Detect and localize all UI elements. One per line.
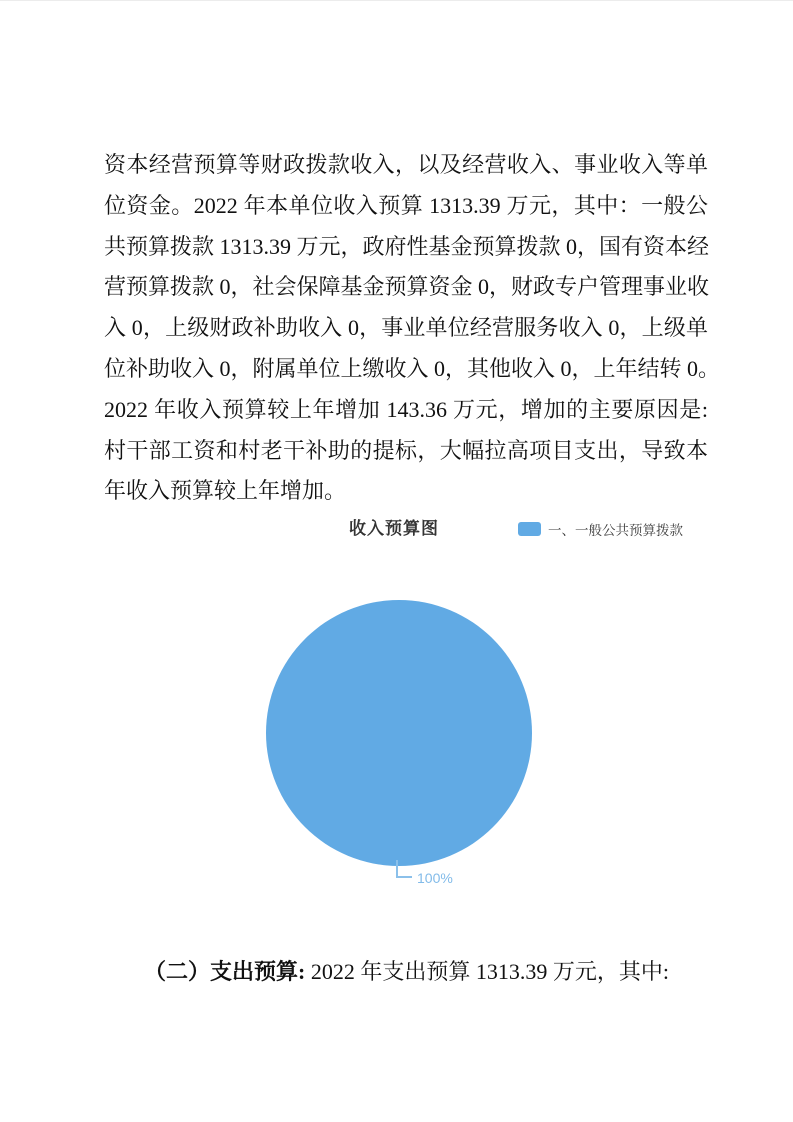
pie-label-leader-line [396, 860, 412, 878]
pie-chart-slice [266, 600, 532, 866]
text-line: 入 0，上级财政补助收入 0，事业单位经营服务收入 0，上级单 [104, 315, 708, 341]
expenditure-text: 2022 年支出预算 1313.39 万元，其中: [305, 959, 669, 984]
chart-title: 收入预算图 [349, 519, 439, 538]
text-line: 位资金。2022 年本单位收入预算 1313.39 万元，其中：一般公 [104, 192, 708, 218]
text-line: 2022 年收入预算较上年增加 143.36 万元，增加的主要原因是: [104, 396, 708, 422]
text-line: 营预算拨款 0，社会保障基金预算资金 0，财政专户管理事业收 [104, 274, 710, 300]
pie-percentage-label: 100% [417, 870, 453, 886]
text-line: 共预算拨款 1313.39 万元，政府性基金预算拨款 0，国有资本经 [104, 233, 710, 259]
expenditure-heading: （二）支出预算: [144, 959, 306, 984]
income-budget-paragraph [104, 145, 721, 512]
text-line: 村干部工资和村老干补助的提标，大幅拉高项目支出，导致本 [104, 437, 708, 463]
legend-label: 一、一般公共预算拨款 [548, 523, 683, 538]
expenditure-paragraph [104, 957, 708, 987]
legend-swatch-icon [518, 522, 541, 536]
text-line: 位补助收入 0，附属单位上缴收入 0，其他收入 0，上年结转 0。 [104, 355, 721, 381]
text-line: 资本经营预算等财政拨款收入，以及经营收入、事业收入等单 [104, 152, 708, 177]
chart-legend [518, 519, 683, 539]
text-line: 年收入预算较上年增加。 [104, 478, 347, 504]
